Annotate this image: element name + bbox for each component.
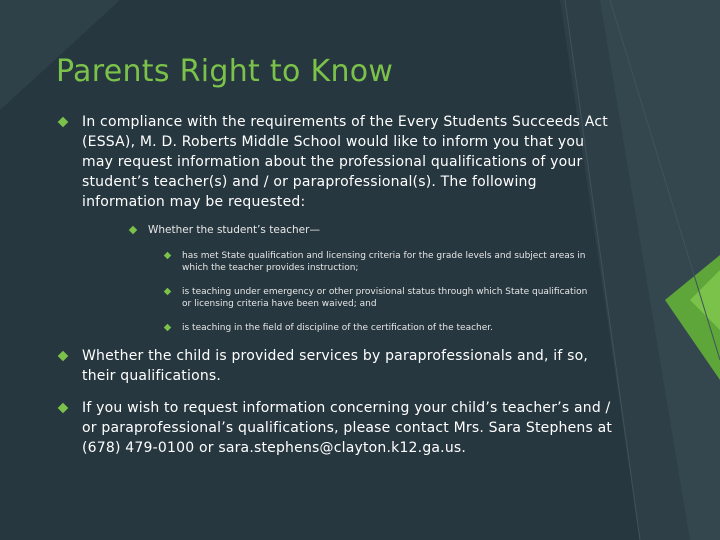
bullet-diamond-icon [58,117,69,128]
bullet-diamond-icon [164,288,171,295]
bullet-text: is teaching under emergency or other provisional status through which State qualification or licensing criteria have been waived; and [182,287,588,309]
sub-sub-bullet-field-of-discipline [164,322,594,334]
sub-bullet-teacher [129,223,549,237]
bullet-diamond-icon [58,403,69,414]
bullet-diamond-icon [129,226,137,234]
bullet-diamond-icon [58,351,69,362]
bullet-text: is teaching in the field of discipline of the certification of the teacher. [182,323,494,333]
bullet-text: Whether the student’s teacher— [148,224,320,236]
bullet-contact [58,398,618,458]
bullet-diamond-icon [164,252,171,259]
bullet-text: Whether the child is provided services by paraprofessionals and, if so, their qualifications. [82,348,589,384]
slide-title: Parents Right to Know [56,54,394,89]
bullet-text: If you wish to request information concerning your child’s teacher’s and / or paraprofessional’s qualifications, please contact Mrs. Sara Stephens at (678) 479-0100 or sara.stephens@clayton.k12.ga.us. [82,400,613,456]
bullet-paraprofessionals [58,346,618,386]
sub-sub-bullet-state-qualification [164,250,594,274]
bullet-text: In compliance with the requirements of the Every Students Succeeds Act (ESSA), M. D. Roberts Middle School would like to inform you that you may request information about the professional qualifications of your student’s teacher(s) and / or paraprofessional(s). The following information may be requested: [82,114,608,210]
sub-sub-bullet-emergency-status [164,286,594,310]
bullet-compliance [58,112,618,212]
bullet-diamond-icon [164,324,171,331]
bullet-text: has met State qualification and licensing criteria for the grade levels and subject areas in which the teacher provides instruction; [182,251,586,273]
